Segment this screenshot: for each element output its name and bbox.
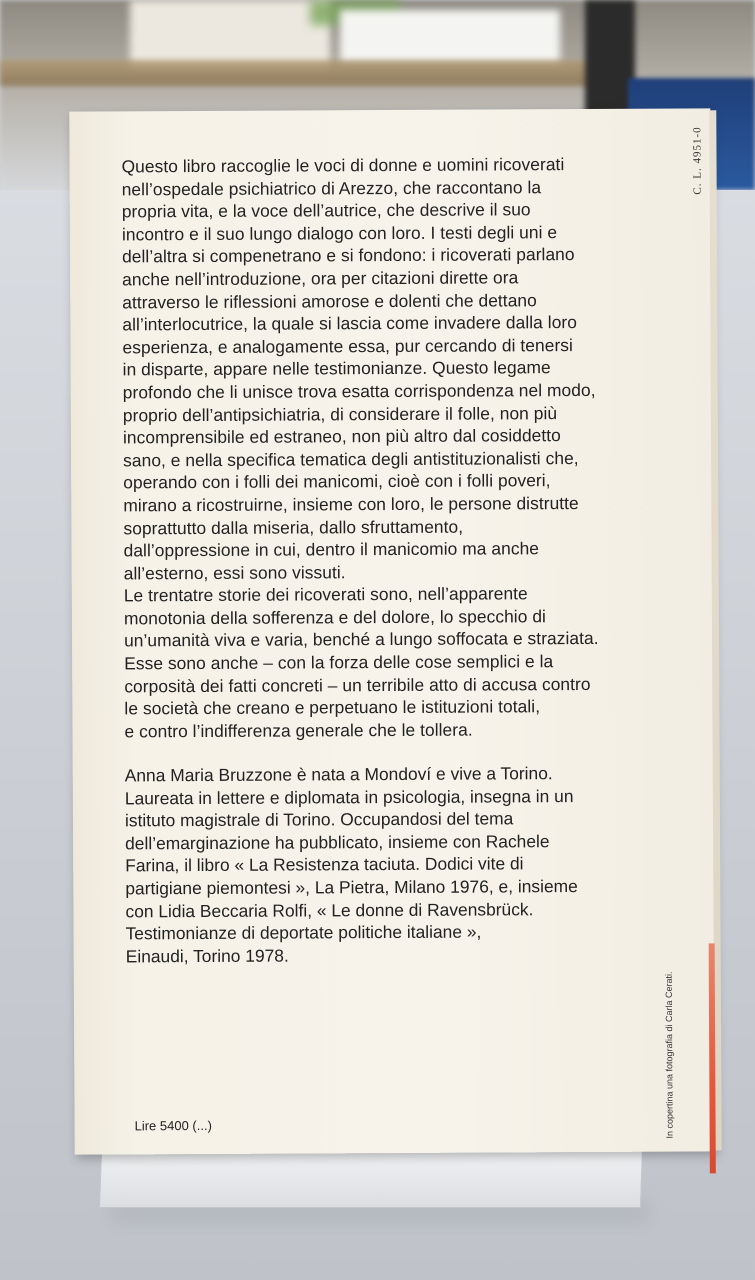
background-object (340, 10, 560, 65)
catalog-code: C. L. 4951-0 (691, 126, 704, 195)
description-text: Questo libro raccoglie le voci di donne e uomini ricoverati nell’ospedale psichiatrico di Arezzo, che raccontano la propria vita, e la voce dell’autrice, che descrive il suo incontro e il suo lungo dialogo con loro. I testi degli uni e dell’altra si compenetrano e si fondono: i ricoverati parlano anche nell’introduzione, ora per citazioni dirette ora attraverso le riflessioni amorose e dolenti che dettano all’interlocutrice, la quale si lascia come invadere dalla loro esperienza, e analogamente essa, pur cercando di tenersi in disparte, appare nelle testimonianze. Questo legame profondo che li unisce trova esatta corrispondenza nel modo, proprio dell’antipsichiatria, di considerare il folle, non più incomprensibile ed estraneo, non più altro dal cosiddetto sano, e nella specifica tematica degli antistituzionalisti che, operando con i folli dei manicomi, cioè con i folli poveri, mirano a ricostruirne, insieme con loro, le persone distrutte soprattutto dalla miseria, dallo sfruttamento, dall’oppressione in cui, dentro il manicomio ma anche all’esterno, essi sono vissuti. Le trentatre storie dei ricoverati sono, nell’apparente monotonia della sofferenza e del dolore, lo specchio di un’umanità viva e varia, benché a lungo soffocata e straziata. Esse sono anche – con la forza delle cose semplici e la corposità dei fatti concreti – un terribile atto di accusa contro le società che creano e perpetuano le istituzioni totali, e contro l’indifferenza generale che le tollera. (121, 154, 599, 742)
book-back-cover (69, 108, 715, 1154)
photo-credit: In copertina una fotografia di Carla Cerati. (663, 971, 675, 1139)
author-bio-text: Anna Maria Bruzzone è nata a Mondoví e vive a Torino. Laureata in lettere e diplomata in psicologia, insegna in un istituto magistrale di Torino. Occupandosi del tema dell’emarginazione ha pubblicato, insieme con Rachele Farina, il libro « La Resistenza taciuta. Dodici vite di partigiane piemontesi », La Pietra, Milano 1976, e, insieme con Lidia Beccaria Rolfi, « Le donne di Ravensbrück. Testimonianze di deportate politiche italiane », Einaudi, Torino 1978. (124, 763, 578, 967)
background-shelf (0, 60, 600, 86)
red-spine-strip (709, 943, 716, 1173)
book-stand (99, 1148, 643, 1208)
price-label: Lire 5400 (...) (134, 1117, 212, 1134)
